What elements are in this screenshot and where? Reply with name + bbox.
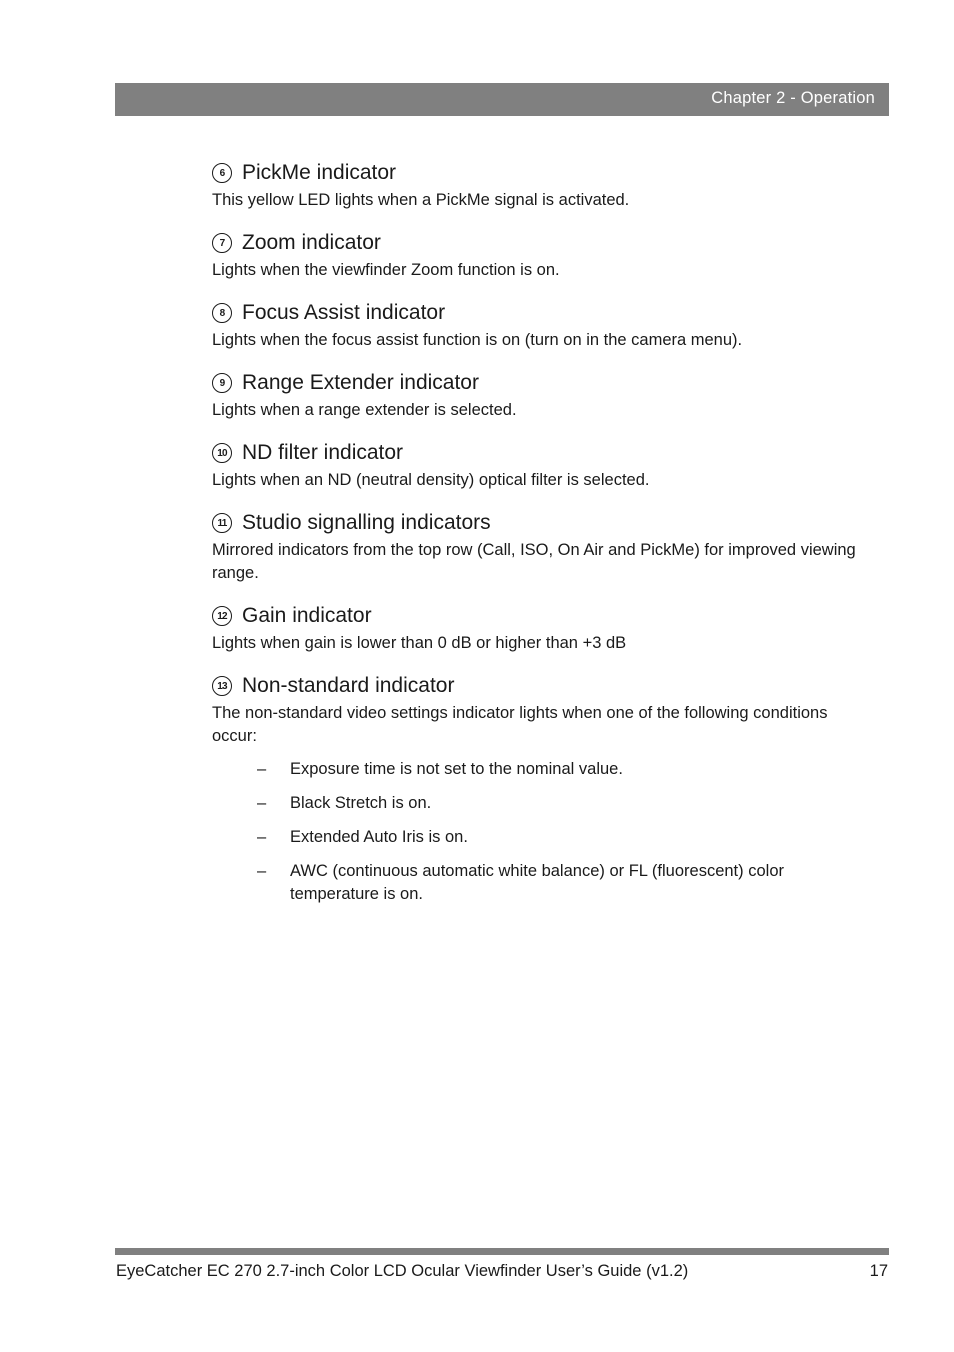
- section-body: Lights when a range extender is selected.: [212, 401, 517, 419]
- bullet-list: [212, 758, 872, 906]
- dash-bullet-icon: –: [257, 760, 267, 778]
- section-title: Zoom indicator: [242, 231, 381, 254]
- section-title: Non-standard indicator: [242, 674, 455, 697]
- section-body: Mirrored indicators from the top row (Call, ISO, On Air and PickMe) for improved viewing range.: [212, 541, 856, 582]
- list-item: [212, 860, 872, 906]
- section-title: Range Extender indicator: [242, 371, 479, 394]
- footer-document-title: EyeCatcher EC 270 2.7-inch Color LCD Ocular Viewfinder User’s Guide (v1.2): [116, 1262, 689, 1280]
- section-heading: [212, 227, 872, 259]
- section-title: ND filter indicator: [242, 441, 404, 464]
- section-focus-assist: [212, 297, 872, 352]
- section-heading: [212, 600, 872, 632]
- section-body: Lights when the focus assist function is on (turn on in the camera menu).: [212, 331, 743, 349]
- section-body: The non-standard video settings indicator lights when one of the following conditions occur:: [212, 704, 828, 745]
- dash-bullet-icon: –: [257, 828, 267, 846]
- circled-number-icon: 12: [212, 606, 232, 626]
- chapter-header-bar: [115, 83, 889, 116]
- list-item-text: Extended Auto Iris is on.: [290, 828, 468, 846]
- section-title: Studio signalling indicators: [242, 511, 491, 534]
- list-item-text: Exposure time is not set to the nominal value.: [290, 760, 623, 778]
- list-item: [212, 758, 872, 781]
- section-heading: [212, 507, 872, 539]
- section-body: This yellow LED lights when a PickMe signal is activated.: [212, 191, 630, 209]
- section-zoom: [212, 227, 872, 282]
- circled-number-icon: 9: [212, 373, 232, 393]
- section-nd-filter: [212, 437, 872, 492]
- list-item-text: AWC (continuous automatic white balance) or FL (fluorescent) color temperature is on.: [290, 862, 784, 903]
- circled-number-icon: 7: [212, 233, 232, 253]
- section-studio-signalling: [212, 507, 872, 585]
- section-heading: [212, 437, 872, 469]
- page-content: [212, 157, 872, 917]
- circled-number-icon: 6: [212, 163, 232, 183]
- section-heading: [212, 157, 872, 189]
- section-heading: [212, 367, 872, 399]
- list-item: [212, 792, 872, 815]
- section-range-extender: [212, 367, 872, 422]
- circled-number-icon: 11: [212, 513, 232, 533]
- list-item-text: Black Stretch is on.: [290, 794, 432, 812]
- footer-rule: [115, 1248, 889, 1255]
- page-number: 17: [869, 1262, 888, 1280]
- section-body: Lights when gain is lower than 0 dB or higher than +3 dB: [212, 634, 627, 652]
- section-gain: [212, 600, 872, 655]
- chapter-title: Chapter 2 - Operation: [711, 89, 875, 107]
- dash-bullet-icon: –: [257, 794, 267, 812]
- section-body: Lights when the viewfinder Zoom function is on.: [212, 261, 560, 279]
- circled-number-icon: 10: [212, 443, 232, 463]
- section-non-standard: [212, 670, 872, 906]
- list-item: [212, 826, 872, 849]
- section-body: Lights when an ND (neutral density) optical filter is selected.: [212, 471, 650, 489]
- section-title: Focus Assist indicator: [242, 301, 446, 324]
- section-title: PickMe indicator: [242, 161, 397, 184]
- dash-bullet-icon: –: [257, 862, 267, 880]
- circled-number-icon: 13: [212, 676, 232, 696]
- section-heading: [212, 670, 872, 702]
- section-pickme: [212, 157, 872, 212]
- circled-number-icon: 8: [212, 303, 232, 323]
- section-title: Gain indicator: [242, 604, 372, 627]
- section-heading: [212, 297, 872, 329]
